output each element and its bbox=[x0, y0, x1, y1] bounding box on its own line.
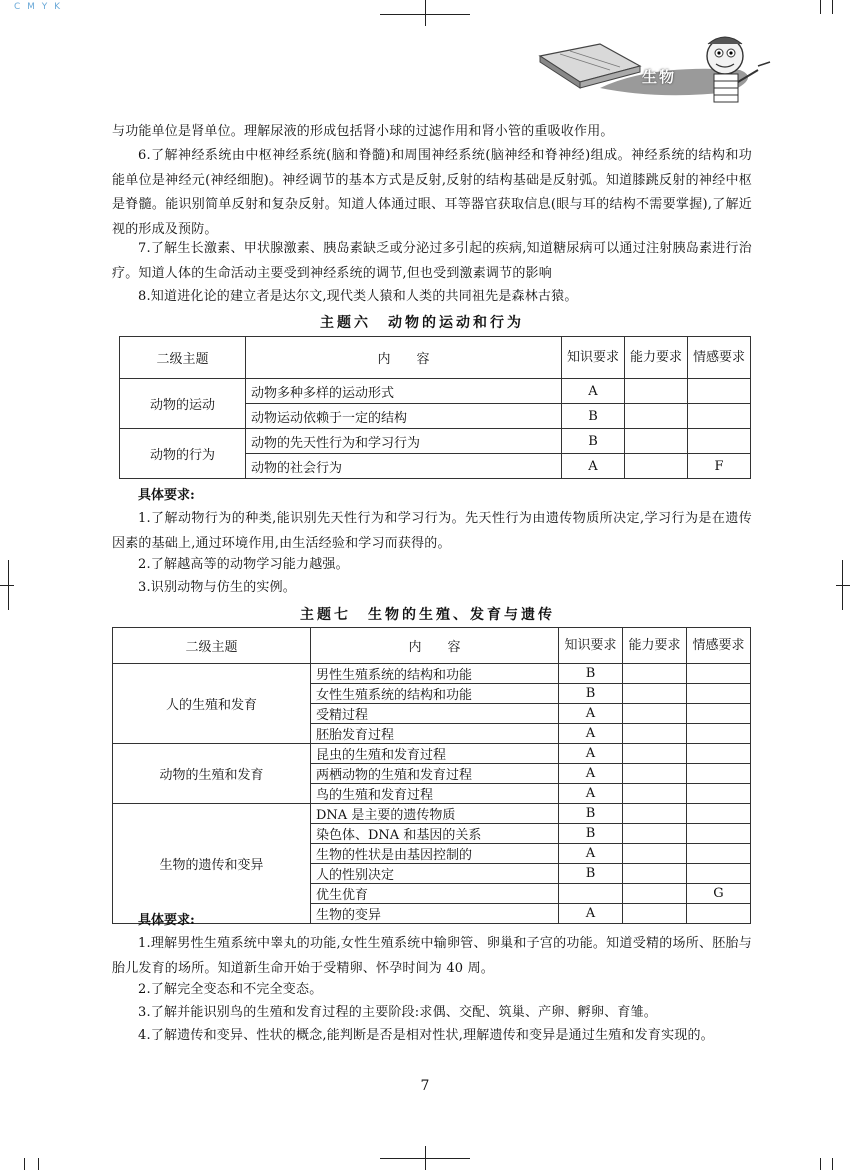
header-emotion: 情感要求 bbox=[688, 337, 751, 379]
header-knowledge: 知识要求 bbox=[559, 628, 623, 664]
content-cell: 昆虫的生殖和发育过程 bbox=[311, 744, 559, 764]
knowledge-cell: A bbox=[559, 844, 623, 864]
ability-cell bbox=[625, 429, 688, 454]
color-bar-label: C M Y K bbox=[14, 2, 63, 12]
knowledge-cell: A bbox=[559, 904, 623, 924]
knowledge-cell bbox=[559, 884, 623, 904]
topic6-title: 主题六 动物的运动和行为 bbox=[320, 315, 524, 331]
emotion-cell bbox=[687, 844, 751, 864]
knowledge-cell: B bbox=[562, 429, 625, 454]
topic6-requirement-3: 3.识别动物与仿生的实例。 bbox=[138, 580, 297, 595]
topic6-requirement-2: 2.了解越高等的动物学习能力越强。 bbox=[138, 557, 349, 572]
header-knowledge: 知识要求 bbox=[562, 337, 625, 379]
table-header-row bbox=[120, 337, 751, 379]
table-header-row bbox=[113, 628, 751, 664]
ability-cell bbox=[623, 864, 687, 884]
knowledge-cell: A bbox=[562, 454, 625, 479]
topic7-requirement-2: 2.了解完全变态和不完全变态。 bbox=[138, 982, 323, 997]
content-cell: 人的性别决定 bbox=[311, 864, 559, 884]
ability-cell bbox=[623, 904, 687, 924]
emotion-cell bbox=[687, 904, 751, 924]
content-cell: 染色体、DNA 和基因的关系 bbox=[311, 824, 559, 844]
header-ability: 能力要求 bbox=[625, 337, 688, 379]
topic7-requirement-3: 3.了解并能识别鸟的生殖和发育过程的主要阶段:求偶、交配、筑巢、产卵、孵卵、育雏。 bbox=[138, 1005, 657, 1020]
emotion-cell bbox=[687, 684, 751, 704]
knowledge-cell: A bbox=[559, 724, 623, 744]
topic7-title: 主题七 生物的生殖、发育与遗传 bbox=[300, 607, 555, 623]
table-row bbox=[113, 744, 751, 764]
ability-cell bbox=[623, 664, 687, 684]
table-row bbox=[120, 429, 751, 454]
content-cell: 胚胎发育过程 bbox=[311, 724, 559, 744]
knowledge-cell: A bbox=[562, 379, 625, 404]
group-cell: 人的生殖和发育 bbox=[113, 664, 311, 744]
emotion-cell bbox=[687, 744, 751, 764]
emotion-cell bbox=[688, 379, 751, 404]
header-sub-topic: 二级主题 bbox=[113, 628, 311, 664]
topic7-table bbox=[112, 627, 751, 924]
content-cell: 动物的社会行为 bbox=[246, 454, 562, 479]
emotion-cell bbox=[687, 804, 751, 824]
header-content: 内 容 bbox=[311, 628, 559, 664]
table-row bbox=[120, 379, 751, 404]
topic6-table bbox=[119, 336, 751, 479]
intro-paragraph-2: 6.了解神经系统由中枢神经系统(脑和脊髓)和周围神经系统(脑神经和脊神经)组成。神经系统的结构和功能单位是神经元(神经细胞)。神经调节的基本方式是反射,反射的结构基础是反射弧。知道膝跳反射的神经中枢是脊髓。能识别简单反射和复杂反射。知道人体通过眼、耳等器官获取信息(眼与耳的结构不需要掌握),了解近视的形成及预防。 bbox=[112, 148, 752, 237]
content-cell: 鸟的生殖和发育过程 bbox=[311, 784, 559, 804]
emotion-cell bbox=[687, 784, 751, 804]
knowledge-cell: B bbox=[559, 684, 623, 704]
knowledge-cell: A bbox=[559, 744, 623, 764]
ability-cell bbox=[623, 844, 687, 864]
knowledge-cell: A bbox=[559, 704, 623, 724]
content-cell: 男性生殖系统的结构和功能 bbox=[311, 664, 559, 684]
content-cell: 优生优育 bbox=[311, 884, 559, 904]
topic7-requirement-1: 1.理解男性生殖系统中睾丸的功能,女性生殖系统中输卵管、卵巢和子宫的功能。知道受精的场所、胚胎与胎儿发育的场所。知道新生命开始于受精卵、怀孕时间为 40 周。 bbox=[112, 936, 752, 976]
header-ability: 能力要求 bbox=[623, 628, 687, 664]
content-cell: 生物的性状是由基因控制的 bbox=[311, 844, 559, 864]
content-cell: 生物的变异 bbox=[311, 904, 559, 924]
emotion-cell bbox=[688, 429, 751, 454]
content-cell: 受精过程 bbox=[311, 704, 559, 724]
ability-cell bbox=[625, 404, 688, 429]
knowledge-cell: B bbox=[559, 664, 623, 684]
topic7-requirements-title: 具体要求: bbox=[138, 913, 195, 928]
ability-cell bbox=[623, 744, 687, 764]
content-cell: 动物运动依赖于一定的结构 bbox=[246, 404, 562, 429]
knowledge-cell: B bbox=[559, 824, 623, 844]
header-content: 内 容 bbox=[246, 337, 562, 379]
logo-text: 生物 bbox=[642, 68, 677, 86]
header-sub-topic: 二级主题 bbox=[120, 337, 246, 379]
content-cell: DNA 是主要的遗传物质 bbox=[311, 804, 559, 824]
ability-cell bbox=[623, 684, 687, 704]
emotion-cell bbox=[687, 704, 751, 724]
ability-cell bbox=[623, 824, 687, 844]
group-cell: 生物的遗传和变异 bbox=[113, 804, 311, 924]
group-cell: 动物的生殖和发育 bbox=[113, 744, 311, 804]
content-cell: 两栖动物的生殖和发育过程 bbox=[311, 764, 559, 784]
emotion-cell bbox=[687, 824, 751, 844]
table-row bbox=[113, 804, 751, 824]
emotion-cell bbox=[687, 864, 751, 884]
intro-paragraph-4: 8.知道进化论的建立者是达尔文,现代类人猿和人类的共同祖先是森林古猿。 bbox=[138, 289, 578, 304]
page-number: 7 bbox=[420, 1078, 430, 1094]
knowledge-cell: A bbox=[559, 764, 623, 784]
emotion-cell bbox=[687, 764, 751, 784]
ability-cell bbox=[623, 784, 687, 804]
header-logo bbox=[530, 26, 780, 116]
intro-paragraph-3: 7.了解生长激素、甲状腺激素、胰岛素缺乏或分泌过多引起的疾病,知道糖尿病可以通过注射胰岛素进行治疗。知道人体的生命活动主要受到神经系统的调节,但也受到激素调节的影响 bbox=[112, 241, 752, 281]
content-cell: 女性生殖系统的结构和功能 bbox=[311, 684, 559, 704]
knowledge-cell: B bbox=[562, 404, 625, 429]
intro-paragraph-1: 与功能单位是肾单位。理解尿液的形成包括肾小球的过滤作用和肾小管的重吸收作用。 bbox=[112, 124, 614, 139]
knowledge-cell: A bbox=[559, 784, 623, 804]
ability-cell bbox=[623, 764, 687, 784]
topic6-requirements-title: 具体要求: bbox=[138, 488, 195, 503]
content-cell: 动物多种多样的运动形式 bbox=[246, 379, 562, 404]
ability-cell bbox=[625, 379, 688, 404]
emotion-cell bbox=[688, 404, 751, 429]
topic7-requirement-4: 4.了解遗传和变异、性状的概念,能判断是否是相对性状,理解遗传和变异是通过生殖和发育实现的。 bbox=[138, 1028, 714, 1043]
group-cell: 动物的行为 bbox=[120, 429, 246, 479]
table-row bbox=[113, 664, 751, 684]
emotion-cell: F bbox=[688, 454, 751, 479]
knowledge-cell: B bbox=[559, 864, 623, 884]
header-emotion: 情感要求 bbox=[687, 628, 751, 664]
ability-cell bbox=[623, 884, 687, 904]
ability-cell bbox=[623, 804, 687, 824]
group-cell: 动物的运动 bbox=[120, 379, 246, 429]
emotion-cell: G bbox=[687, 884, 751, 904]
ability-cell bbox=[623, 704, 687, 724]
emotion-cell bbox=[687, 724, 751, 744]
topic6-requirement-1: 1.了解动物行为的种类,能识别先天性行为和学习行为。先天性行为由遗传物质所决定,学习行为是在遗传因素的基础上,通过环境作用,由生活经验和学习而获得的。 bbox=[112, 511, 752, 551]
knowledge-cell: B bbox=[559, 804, 623, 824]
ability-cell bbox=[623, 724, 687, 744]
ability-cell bbox=[625, 454, 688, 479]
emotion-cell bbox=[687, 664, 751, 684]
content-cell: 动物的先天性行为和学习行为 bbox=[246, 429, 562, 454]
